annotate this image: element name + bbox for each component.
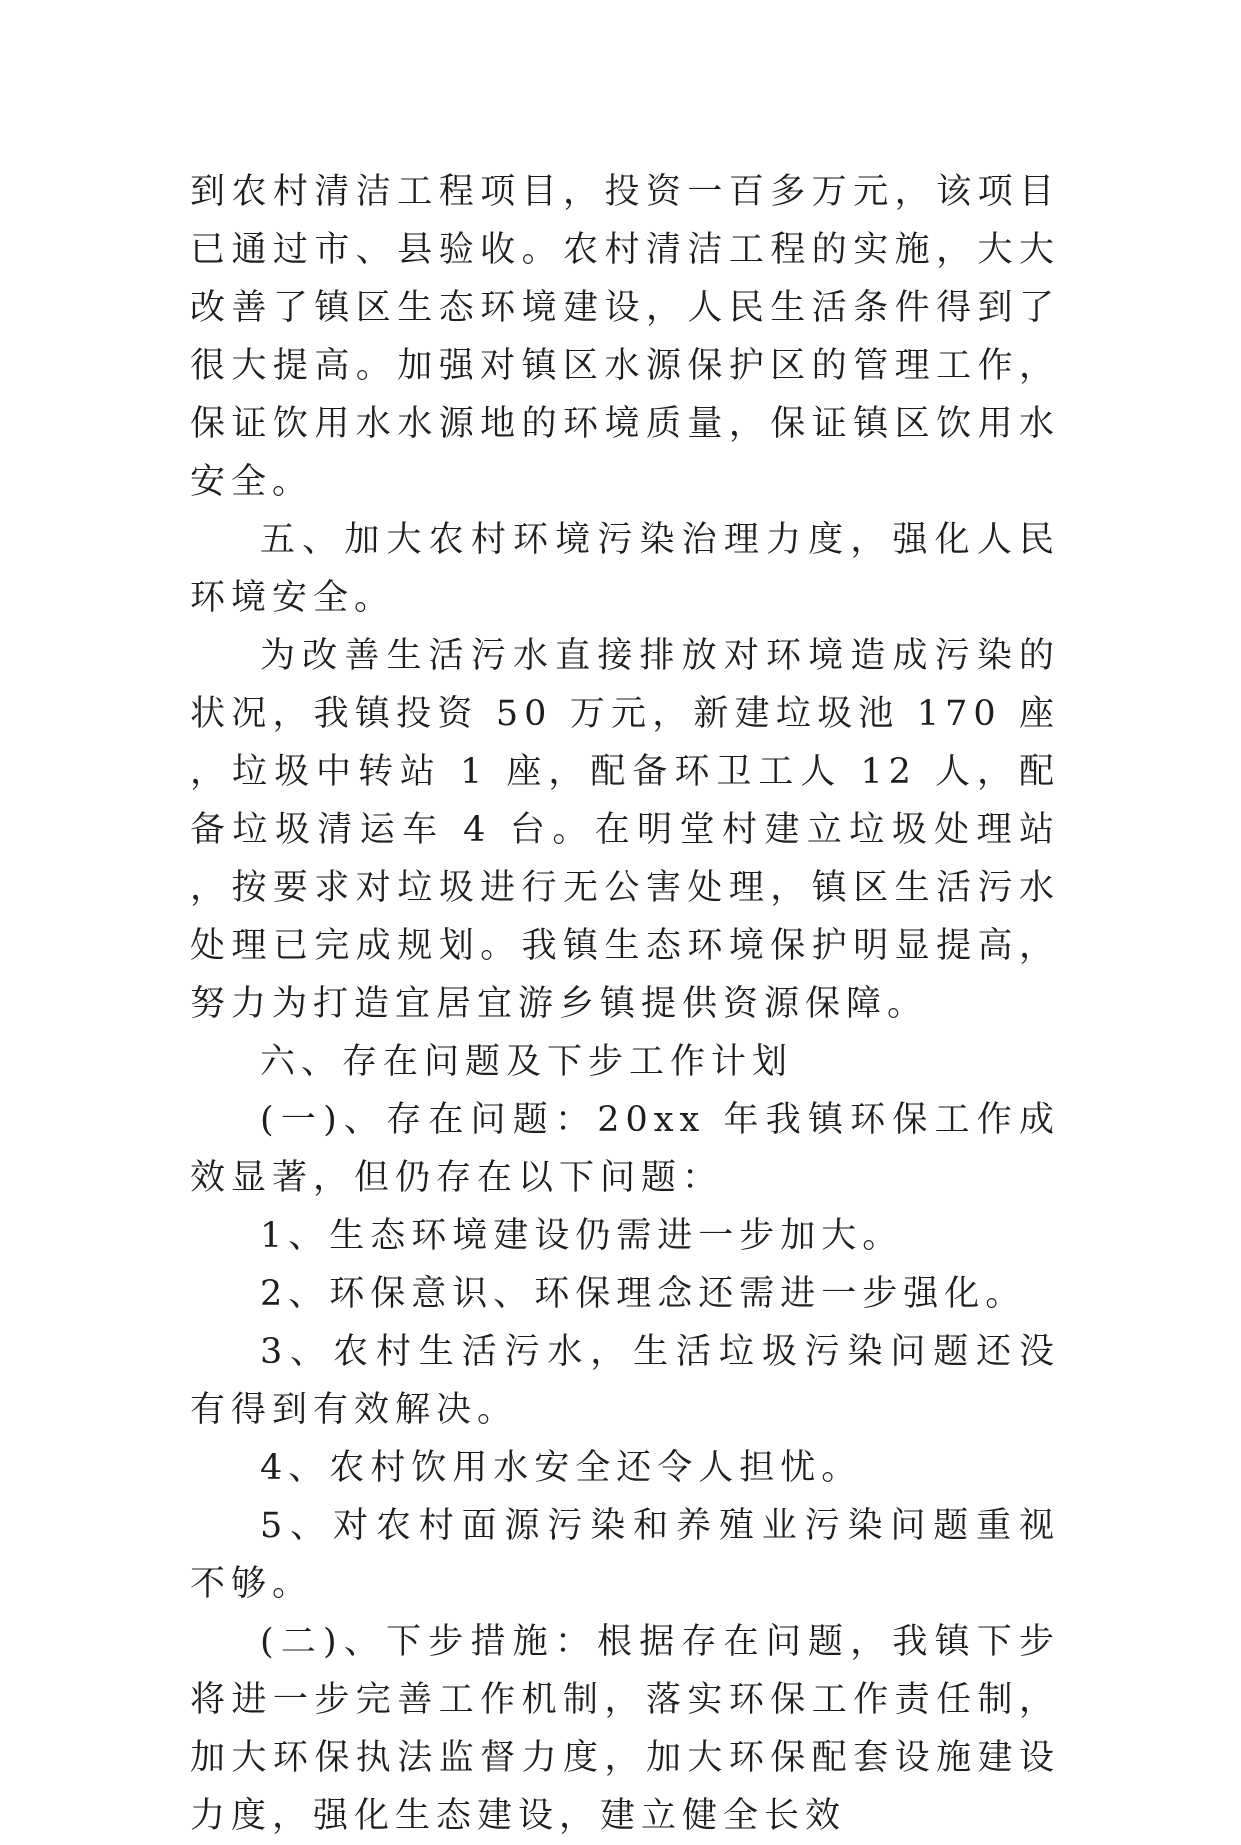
list-item-5: 5、对农村面源污染和养殖业污染问题重视不够。 bbox=[190, 1506, 1060, 1604]
list-item-3: 3、农村生活污水，生活垃圾污染问题还没有得到有效解决。 bbox=[190, 1332, 1060, 1430]
list-item-2: 2、环保意识、环保理念还需进一步强化。 bbox=[260, 1274, 1027, 1314]
section-heading-6: 六、存在问题及下步工作计划 bbox=[260, 1042, 794, 1082]
section-heading-5: 五、加大农村环境污染治理力度，强化人民环境安全。 bbox=[190, 520, 1060, 618]
subsection-problems: (一)、存在问题：20xx 年我镇环保工作成效显著，但仍存在以下问题： bbox=[190, 1100, 1060, 1198]
list-item-4: 4、农村饮用水安全还令人担忧。 bbox=[260, 1448, 863, 1488]
subsection-next-steps: (二)、下步措施：根据存在问题，我镇下步将进一步完善工作机制，落实环保工作责任制，加大环保执法监督力度，加大环保配套设施建设力度，强化生态建设，建立健全长效 bbox=[190, 1622, 1060, 1836]
document-body bbox=[190, 163, 1060, 1845]
paragraph-pollution-control: 为改善生活污水直接排放对环境造成污染的状况，我镇投资 50 万元，新建垃圾池 170 座，垃圾中转站 1 座，配备环卫工人 12 人，配备垃圾清运车 4 台。在明堂村建立垃圾处理站，按要求对垃圾进行无公害处理，镇区生活污水处理已完成规划。我镇生态环境保护明显提高，努力为打造宜居宜游乡镇提供资源保障。 bbox=[190, 636, 1060, 1024]
list-item-1: 1、生态环境建设仍需进一步加大。 bbox=[260, 1216, 904, 1256]
paragraph-continuation: 到农村清洁工程项目，投资一百多万元，该项目已通过市、县验收。农村清洁工程的实施，大大改善了镇区生态环境建设，人民生活条件得到了很大提高。加强对镇区水源保护区的管理工作，保证饮用水水源地的环境质量，保证镇区饮用水安全。 bbox=[190, 172, 1060, 502]
